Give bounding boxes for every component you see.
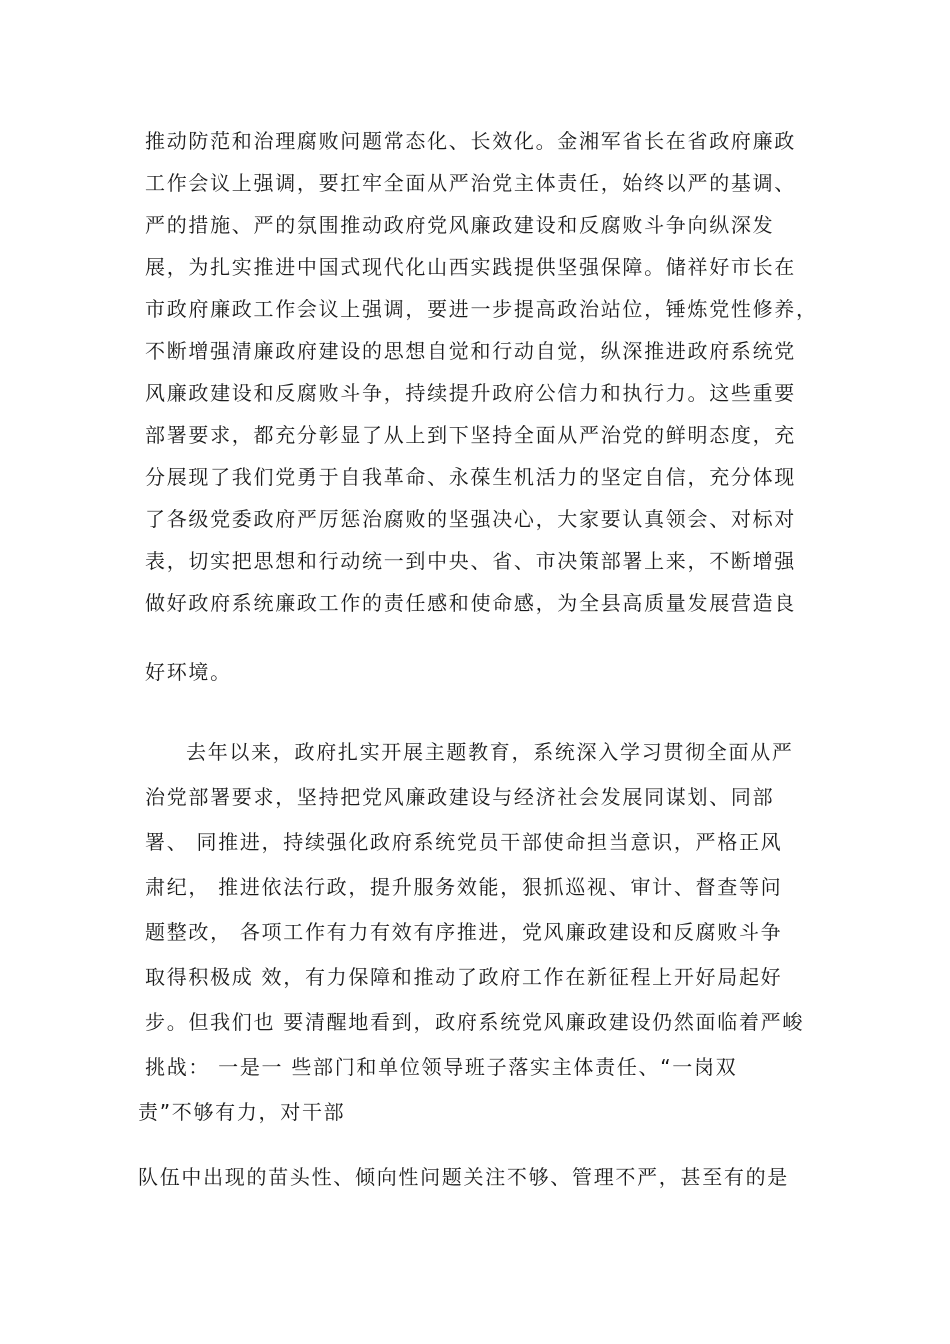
text-line: 表，切实把思想和行动统一到中央、省、市决策部署上来，不断增强 [145, 549, 796, 573]
text-line: 工作会议上强调，要扛牢全面从严治党主体责任，始终以严的基调、 [145, 171, 796, 195]
text-line: 了各级党委政府严厉惩治腐败的坚强决心，大家要认真领会、对标对 [145, 507, 796, 531]
text-line: 题整改， 各项工作有力有效有序推进，党风廉政建设和反腐败斗争 [145, 920, 783, 944]
text-line: 好环境。 [145, 660, 232, 684]
text-line: 做好政府系统廉政工作的责任感和使命感，为全县高质量发展营造良 [145, 591, 796, 615]
text-line: 展，为扎实推进中国式现代化山西实践提供坚强保障。储祥好市长在 [145, 255, 796, 279]
text-line: 挑战： 一是一 些部门和单位领导班子落实主体责任、“一岗双 [145, 1055, 738, 1079]
text-line: 不断增强清廉政府建设的思想自觉和行动自觉，纵深推进政府系统党 [145, 339, 796, 363]
text-line: 分展现了我们党勇于自我革命、永葆生机活力的坚定自信，充分体现 [145, 465, 796, 489]
text-line: 署、 同推进，持续强化政府系统党员干部使命担当意识，严格正风 [145, 830, 783, 854]
text-line: 去年以来，政府扎实开展主题教育，系统深入学习贯彻全面从严 [186, 740, 794, 764]
text-line: 推动防范和治理腐败问题常态化、长效化。金湘军省长在省政府廉政 [145, 129, 796, 153]
text-line: 责”不够有力，对干部 [138, 1100, 346, 1124]
text-line: 严的措施、严的氛围推动政府党风廉政建设和反腐败斗争向纵深发 [145, 213, 775, 237]
text-line: 肃纪， 推进依法行政，提升服务效能，狠抓巡视、审计、督查等问 [145, 875, 783, 899]
text-line: 治党部署要求，坚持把党风廉政建设与经济社会发展同谋划、同部 [145, 785, 775, 809]
text-line: 部署要求，都充分彰显了从上到下坚持全面从严治党的鲜明态度，充 [145, 423, 796, 447]
text-line: 风廉政建设和反腐败斗争，持续提升政府公信力和执行力。这些重要 [145, 381, 796, 405]
text-line: 取得积极成 效，有力保障和推动了政府工作在新征程上开好局起好 [145, 965, 783, 989]
text-line: 步。但我们也 要清醒地看到，政府系统党风廉政建设仍然面临着严峻 [145, 1010, 805, 1034]
text-line: 市政府廉政工作会议上强调，要进一步提高政治站位，锤炼党性修养， [145, 297, 818, 321]
text-line: 队伍中出现的苗头性、倾向性问题关注不够、管理不严，甚至有的是 [138, 1165, 789, 1189]
